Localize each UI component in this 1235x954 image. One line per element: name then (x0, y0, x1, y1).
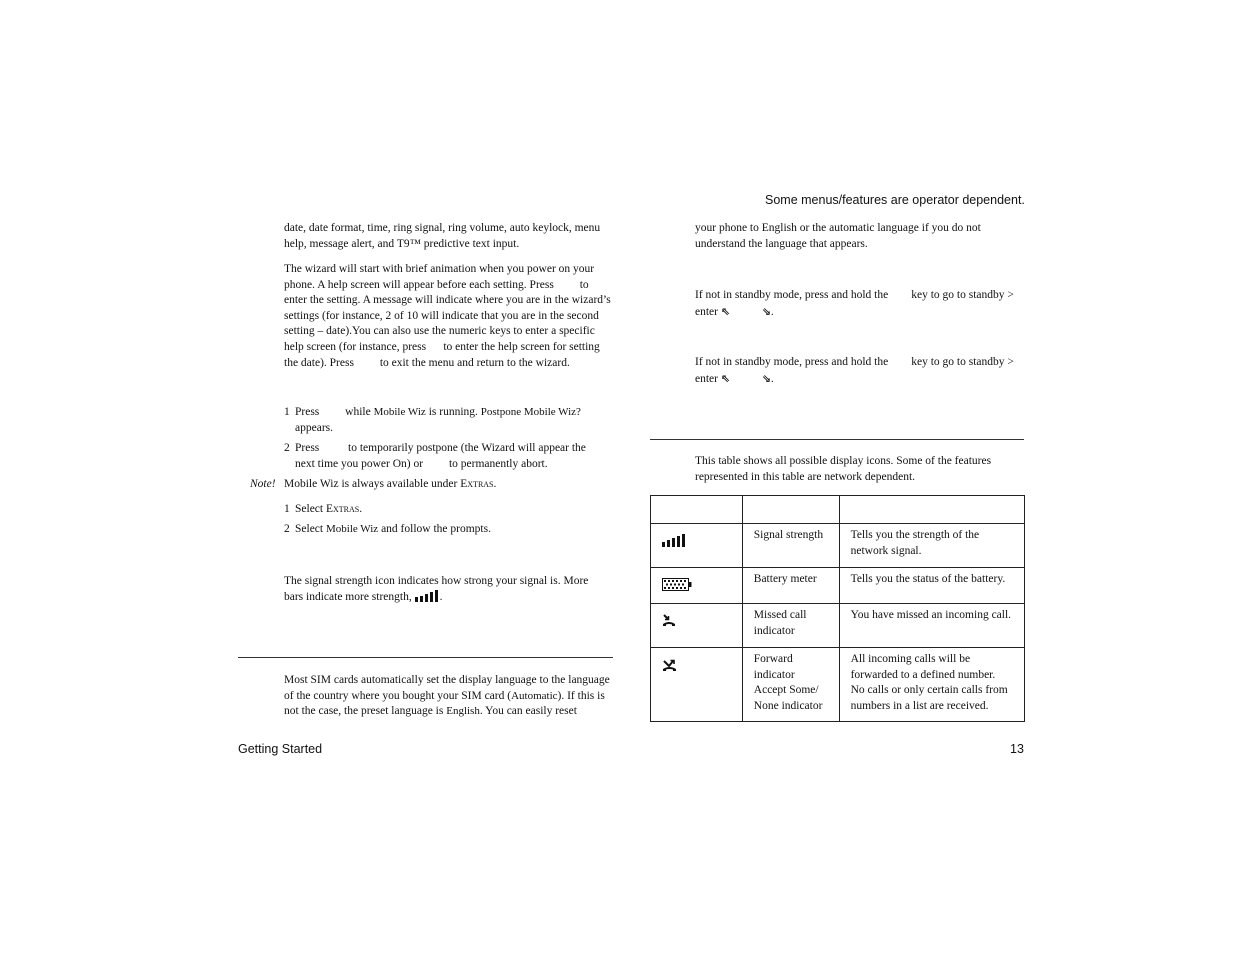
menu-name: Extras (460, 478, 494, 490)
step-text: . (359, 503, 363, 515)
step-text: appears. (295, 421, 333, 434)
signal-text: . (439, 590, 443, 603)
intro-paragraph: date, date format, time, ring signal, ring volume, auto keylock, menu help, message alert, and T9™ predictive text input. (284, 222, 601, 250)
step-number: 1 (284, 503, 290, 515)
arrow-down-right-icon: ⇘ (761, 371, 771, 385)
display-icons-table (650, 495, 1025, 722)
postpone-step-1 (284, 405, 604, 436)
standby-text: . (770, 372, 774, 385)
icon-name-cell: Battery meter (742, 568, 839, 604)
icon-description-cell: Tells you the strength of the network signal. (839, 524, 1024, 568)
arrow-up-left-icon: ⇖ (720, 371, 731, 385)
standby-text: . (770, 305, 774, 318)
menu-name: Mobile Wiz (325, 523, 379, 535)
battery-meter-icon (662, 578, 692, 597)
table-row (651, 604, 1025, 648)
language-text: ). If this is not the case, the preset language is (284, 689, 605, 718)
icon-description-cell: All incoming calls will be forwarded to a defined number. No calls or only certain calls from numbers in a list are received. (839, 648, 1024, 722)
signal-strength-icon (415, 590, 440, 608)
icon-cell (651, 604, 743, 648)
header-cell (651, 496, 743, 524)
select-step-1 (284, 502, 362, 518)
table-row (651, 568, 1025, 604)
footer-section-title: Getting Started (238, 742, 323, 756)
language-paragraph (284, 673, 614, 720)
menu-name: Mobile Wiz (373, 406, 426, 418)
missed-call-icon (662, 614, 676, 634)
table-header-row (651, 496, 1025, 524)
step-text: Select (295, 503, 326, 515)
header-cell (742, 496, 839, 524)
prompt-name: Postpone Mobile Wiz? (480, 406, 581, 418)
language-continued-paragraph: your phone to English or the automatic language if you do not understand the language that appears. (695, 222, 981, 250)
header-cell (839, 496, 1024, 524)
operator-note: Some menus/features are operator dependent. (765, 193, 1025, 207)
step-text: Select (295, 523, 326, 535)
arrow-up-left-icon: ⇖ (720, 304, 731, 318)
wizard-paragraph: The wizard will start with brief animation when you power on your phone. A help screen will appear before each setting. Press to enter the setting. A message will indicate where you are in the wizard’s settings (for instance, 2 of 10 will indicate that you are in the second setting – date).You can also use the numeric keys to enter a specific help screen (for instance, press to enter the help screen for setting the date). Press to exit the menu and return to the wizard. (284, 263, 611, 369)
page-number: 13 (1010, 742, 1024, 756)
standby-paragraph-1 (695, 288, 1025, 320)
table-row (651, 648, 1025, 722)
step-text: is running. (425, 406, 481, 418)
standby-text: If not in standby mode, press and hold the key to go to standby > enter (695, 289, 1014, 318)
icon-description-cell: You have missed an incoming call. (839, 604, 1024, 648)
table-row (651, 524, 1025, 568)
step-number: 2 (284, 523, 290, 535)
arrow-down-right-icon: ⇘ (761, 304, 771, 318)
signal-paragraph (284, 574, 609, 607)
language-text: Most SIM cards automatically set the display language to the language of the country where you bought your SIM card ( (284, 674, 610, 702)
signal-text: The signal strength icon indicates how strong your signal is. More bars indicate more strength, (284, 575, 589, 603)
menu-name: Extras (325, 503, 360, 515)
step-text: Press to temporarily postpone (the Wizard will appear the next time you power On) or to permanently abort. (295, 442, 586, 470)
icon-name-cell: Signal strength (742, 524, 839, 568)
icon-cell (651, 648, 743, 722)
step-number: 1 (284, 406, 290, 418)
select-step-2 (284, 522, 491, 538)
step-number: 2 (284, 442, 290, 454)
standby-text: If not in standby mode, press and hold the key to go to standby > enter (695, 356, 1014, 385)
icon-name-cell: Forward indicator Accept Some/ None indicator (742, 648, 839, 722)
note-text: Mobile Wiz is always available under (284, 478, 461, 490)
step-text: and follow the prompts. (378, 523, 491, 535)
note-text: . (493, 478, 497, 490)
setting-name: Automatic (511, 689, 558, 702)
icon-description-cell: Tells you the status of the battery. (839, 568, 1024, 604)
table-intro: This table shows all possible display icons. Some of the features represented in this table are network dependent. (695, 455, 992, 483)
step-text: Press while (295, 406, 374, 418)
standby-paragraph-2 (695, 355, 1025, 387)
language-text: . You can easily reset (479, 705, 577, 718)
setting-name: English (446, 705, 480, 718)
section-divider-right (650, 439, 1024, 440)
note (250, 477, 610, 493)
note-label: Note! (250, 478, 276, 490)
icon-cell (651, 524, 743, 568)
section-divider-left (238, 657, 613, 658)
forward-call-icon (662, 658, 677, 679)
icon-name-cell: Missed call indicator (742, 604, 839, 648)
icon-cell (651, 568, 743, 604)
postpone-step-2 (284, 441, 606, 472)
signal-strength-icon (662, 534, 687, 553)
